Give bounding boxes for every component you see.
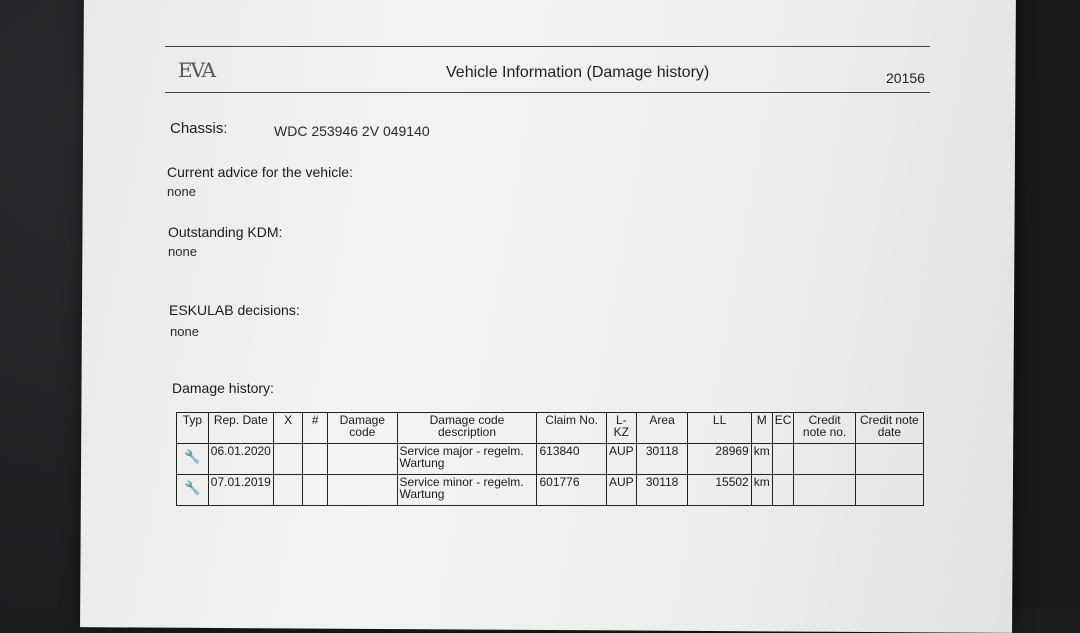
document-number: 20156	[886, 70, 925, 86]
area-cell: 30118	[636, 444, 688, 475]
lkz-cell: AUP	[606, 475, 636, 506]
x-cell	[273, 444, 303, 475]
col-header-lkz: L-KZ	[606, 413, 636, 444]
outstanding-kdm-label: Outstanding KDM:	[168, 224, 283, 240]
damage-history-label: Damage history:	[172, 380, 274, 396]
col-header-credit-note-date: Credit note date	[855, 413, 923, 444]
table-row	[177, 444, 924, 475]
col-header-damage-code: Damage code	[328, 413, 397, 444]
header-top-rule	[165, 46, 930, 47]
document-title: Vehicle Information (Damage history)	[446, 64, 710, 81]
damage-code-cell	[328, 444, 397, 475]
chassis-label: Chassis:	[170, 120, 228, 137]
description-cell: Service major - regelm. Wartung	[397, 444, 537, 475]
current-advice-label: Current advice for the vehicle:	[167, 164, 353, 180]
rep-date-cell: 06.01.2020	[208, 444, 273, 475]
ec-cell	[772, 444, 794, 475]
col-header-ll: LL	[688, 413, 751, 444]
col-header-x: X	[273, 413, 303, 444]
eva-logo: EVA	[178, 58, 215, 82]
col-header-claim-no: Claim No.	[537, 413, 606, 444]
col-header-area: Area	[636, 413, 688, 444]
credit-note-date-cell	[855, 475, 923, 506]
area-cell: 30118	[636, 475, 688, 506]
x-cell	[273, 475, 303, 506]
ll-cell: 15502	[688, 475, 751, 506]
hash-cell	[303, 475, 328, 506]
col-header-rep-date: Rep. Date	[208, 413, 273, 444]
m-cell: km	[751, 475, 772, 506]
description-cell: Service minor - regelm. Wartung	[397, 475, 537, 506]
credit-note-date-cell	[855, 444, 923, 475]
lkz-cell: AUP	[606, 444, 636, 475]
claim-no-cell: 613840	[537, 444, 606, 475]
current-advice-value: none	[167, 184, 196, 199]
rep-date-cell: 07.01.2019	[208, 475, 273, 506]
eskulab-label: ESKULAB decisions:	[169, 302, 300, 318]
hash-cell	[303, 444, 328, 475]
credit-note-no-cell	[794, 475, 855, 506]
typ-cell	[177, 444, 209, 475]
col-header-typ: Typ	[177, 413, 209, 444]
ec-cell	[772, 475, 794, 506]
ll-cell: 28969	[688, 444, 751, 475]
header-bottom-rule	[165, 92, 930, 93]
chassis-value: WDC 253946 2V 049140	[274, 123, 430, 139]
col-header-credit-note-no: Credit note no.	[794, 413, 855, 444]
damage-code-cell	[328, 475, 397, 506]
table-row	[177, 475, 924, 506]
eskulab-value: none	[170, 324, 199, 339]
col-header-damage-code-description: Damage code description	[397, 413, 537, 444]
m-cell: km	[751, 444, 772, 475]
col-header-m: M	[751, 413, 772, 444]
credit-note-no-cell	[794, 444, 855, 475]
typ-cell	[177, 475, 209, 506]
wrench-icon: 🔧	[184, 480, 201, 495]
table-header-row	[177, 413, 924, 444]
col-header-hash: #	[303, 413, 328, 444]
col-header-ec: EC	[772, 413, 794, 444]
wrench-icon: 🔧	[184, 449, 201, 464]
claim-no-cell: 601776	[537, 475, 606, 506]
damage-history-table	[176, 412, 924, 506]
outstanding-kdm-value: none	[168, 244, 197, 259]
